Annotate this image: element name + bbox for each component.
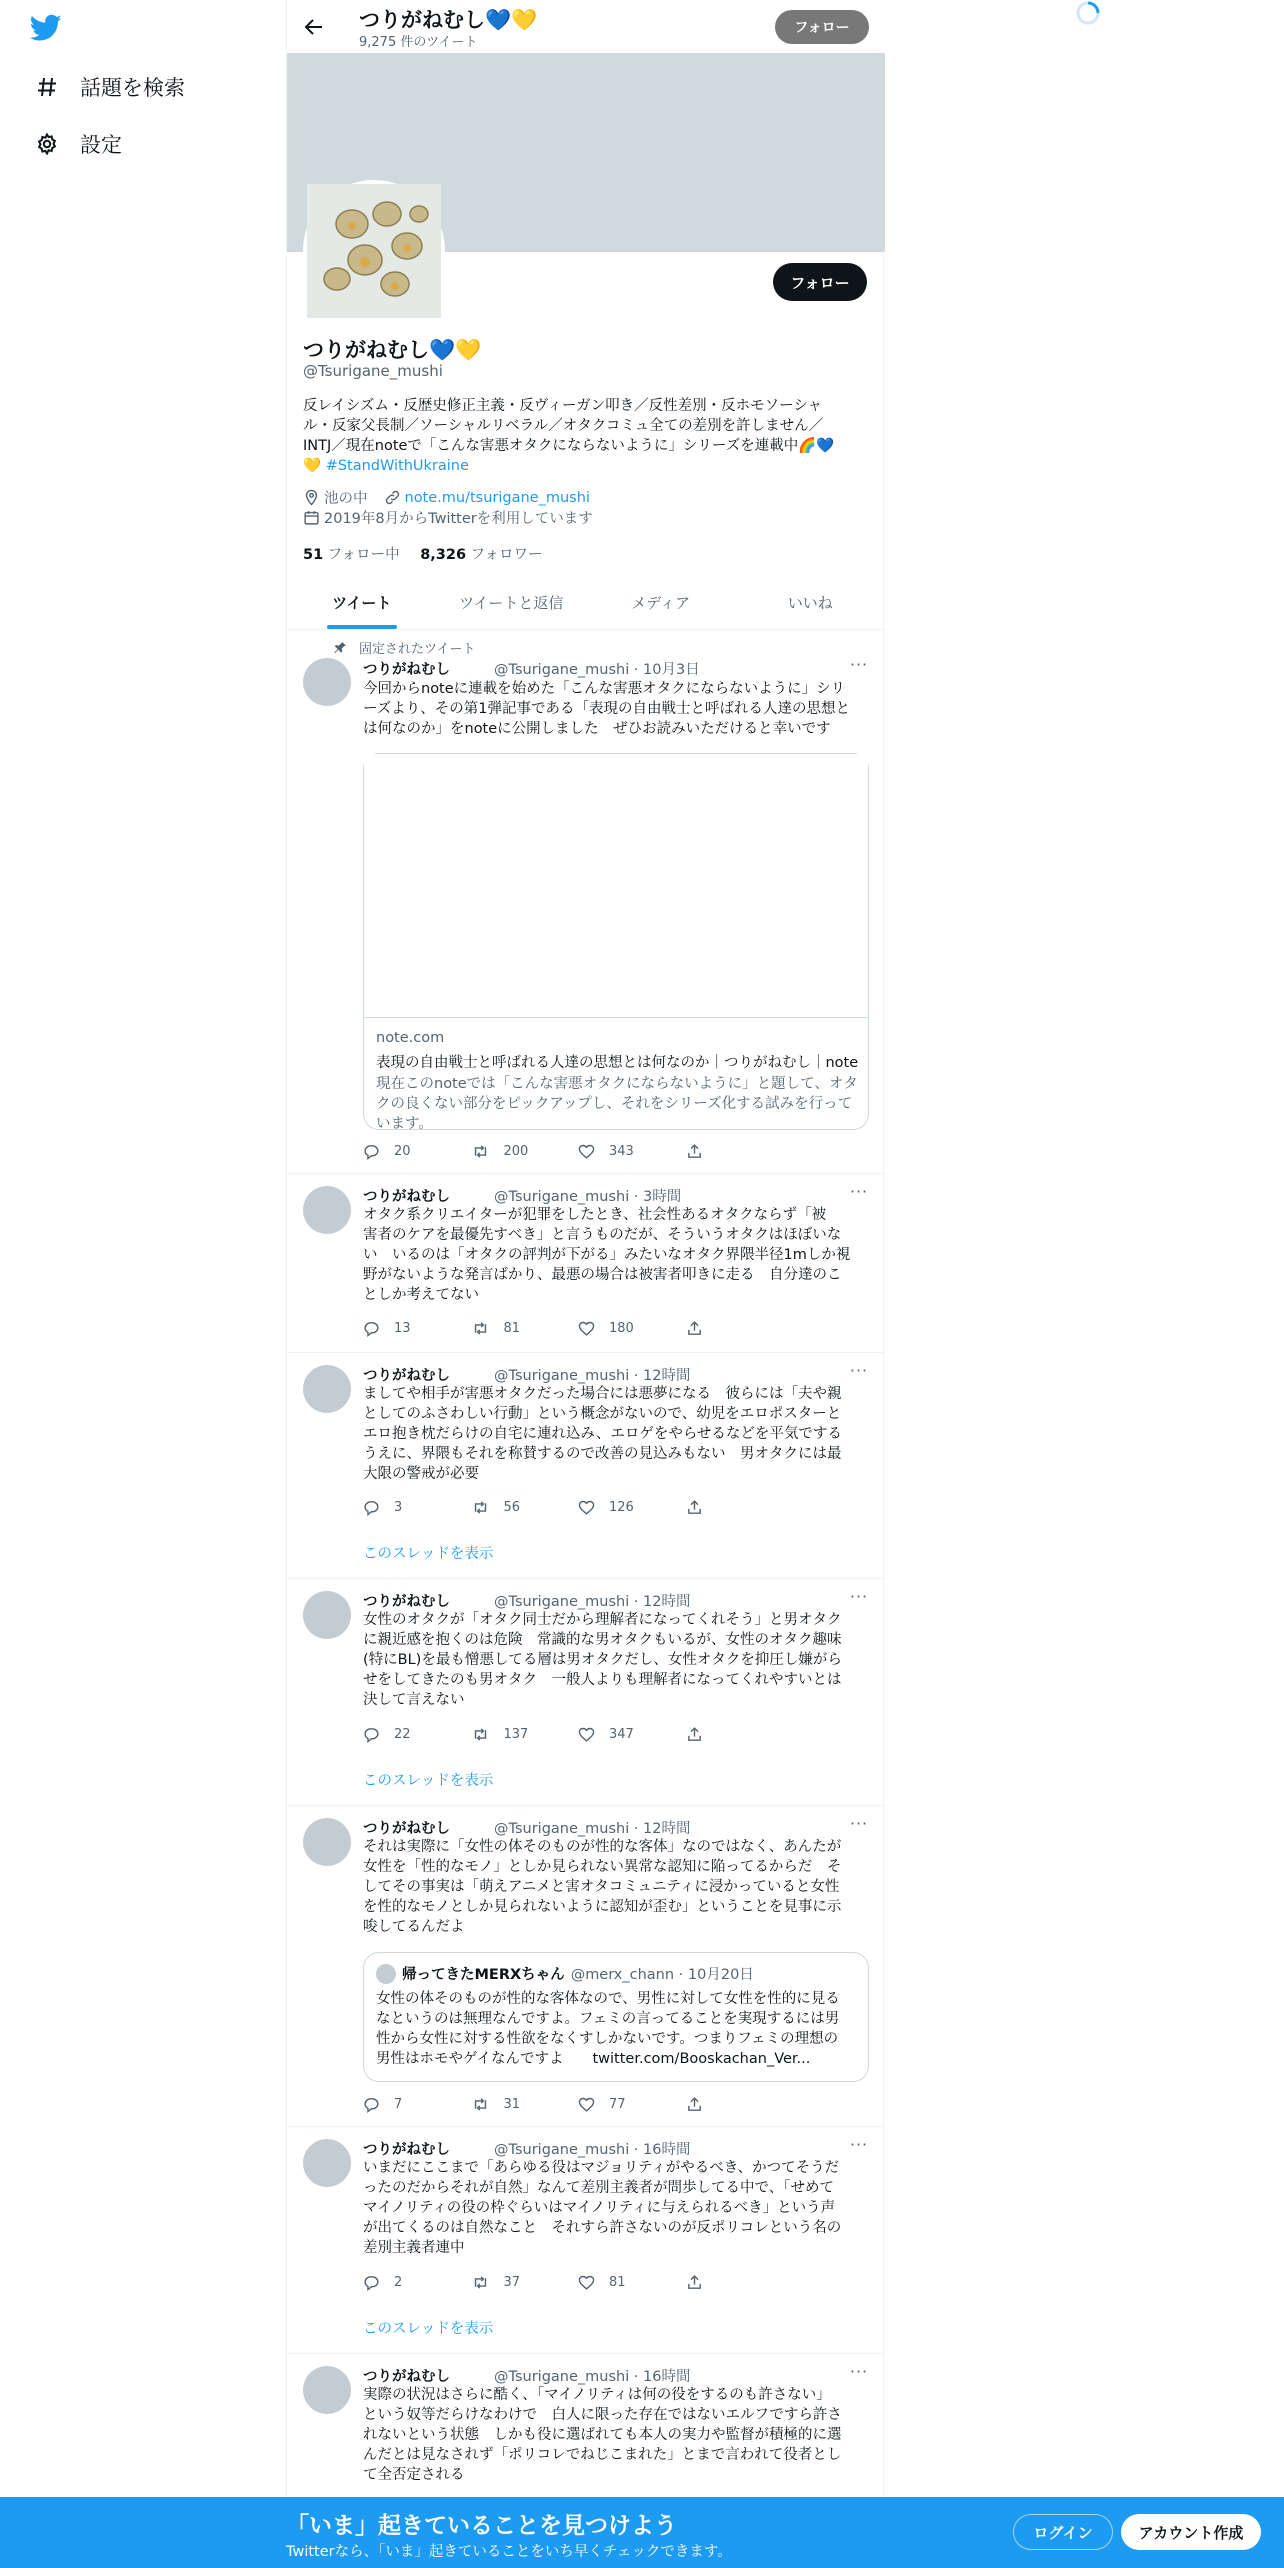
retweet-button[interactable]: [471, 1496, 579, 1518]
profile-joined-text: 2019年8月からTwitterを利用しています: [324, 511, 593, 527]
tweet-text-line: せをしてきたのも男オタク 一般人よりも理解者になってくれやすいとは: [363, 1672, 842, 1688]
followers-label: フォロワー: [470, 547, 543, 563]
pin-icon: [333, 641, 347, 655]
retweet-icon: [471, 1320, 490, 1337]
reply-count: 2: [394, 2274, 403, 2290]
tweet-author-name[interactable]: つりがねむし: [363, 1188, 450, 1205]
tweet-text: [363, 1205, 869, 1305]
reply-count: 13: [394, 1320, 411, 1336]
tweet-text-line: うえに、界隈もそれを称賛するので改善の見込みもない 男オタクには最: [363, 1446, 842, 1462]
followers-count: 8,326: [420, 547, 467, 563]
tweet-text-line: 野がないような発言ばかり、最悪の場合は被害者叩きに走る 自分達のこ: [363, 1267, 842, 1283]
retweet-button[interactable]: [471, 2271, 579, 2293]
retweet-count: 81: [503, 1320, 521, 1336]
profile-column: [286, 0, 884, 2568]
tweet-actions: [363, 1140, 793, 1162]
more-icon[interactable]: ···: [849, 1587, 869, 1606]
like-button[interactable]: [578, 2093, 686, 2115]
like-button[interactable]: [578, 1317, 686, 1339]
reply-button[interactable]: [363, 1496, 471, 1518]
tweet-header: [363, 1590, 691, 1610]
like-count: 81: [609, 2274, 626, 2290]
tweet[interactable]: [287, 2127, 885, 2354]
more-icon[interactable]: ···: [849, 2135, 869, 2154]
tweet-pinned[interactable]: [287, 630, 885, 1174]
show-thread-link[interactable]: このスレッドを表示: [363, 2321, 494, 2337]
share-icon: [686, 1143, 703, 1160]
bio-hashtag-link[interactable]: #StandWithUkraine: [325, 458, 469, 474]
tweet-text-line: としてのふさわしい行動」という概念がないので、幼児をエロポスターと: [363, 1406, 842, 1422]
quote-author-name: 帰ってきたMERXちゃん: [402, 1967, 565, 1983]
quote-text-line: 男性はホモやゲイなんですよ twitter.com/Booskachan_Ver...: [376, 2051, 811, 2067]
tweet[interactable]: [287, 1806, 885, 2127]
retweet-button[interactable]: [471, 1723, 579, 1745]
tweet-header: [363, 1185, 681, 1205]
retweet-button[interactable]: [471, 2093, 579, 2115]
calendar-icon: [303, 509, 320, 526]
share-button[interactable]: [686, 2093, 794, 2115]
profile-follow-counts: [303, 543, 542, 564]
quote-text-line: なというのは無理なんですよ。フェミの言ってることを実現するには男: [376, 2011, 840, 2027]
tweet-text-line: 害者のケアを最優先すべき」と言うものだが、そういうオタクはほぼいな: [363, 1227, 842, 1243]
tweet-text-line: それは実際に「女性の体そのものが性的な客体」なのではなく、あんたが: [363, 1839, 842, 1855]
retweet-icon: [471, 1143, 490, 1160]
tab-likes[interactable]: いいね: [787, 594, 833, 612]
heart-icon: [578, 1143, 595, 1160]
profile-tabs: [287, 576, 885, 630]
tweet-text-line: い いるのは「オタクの評判が下がる」みたいなオタク界隈半径1mしか視: [363, 1247, 851, 1263]
share-icon: [686, 1320, 703, 1337]
tweet-text-line: いまだにここまで「あらゆる役はマジョリティがやるべき、かつてそうだ: [363, 2160, 840, 2176]
more-icon[interactable]: ···: [849, 1814, 869, 1833]
tweet-text-line: マイノリティの役の枠ぐらいはマイノリティに与えられるべき」という声: [363, 2200, 836, 2216]
tweet-header: [363, 1364, 691, 1384]
heart-icon: [578, 2274, 595, 2291]
like-button[interactable]: [578, 1140, 686, 1162]
heart-icon: [578, 1320, 595, 1337]
profile-handle: @Tsurigane_mushi: [303, 362, 443, 380]
link-icon: [384, 489, 401, 506]
reply-icon: [363, 2096, 380, 2113]
retweet-button[interactable]: [471, 1317, 579, 1339]
tweet-avatar[interactable]: [303, 658, 351, 706]
tweet-text: [363, 1610, 869, 1710]
share-button[interactable]: [686, 1496, 794, 1518]
tweet-meta: @Tsurigane_mushi · 12時間: [494, 1820, 691, 1837]
profile-bio: [303, 396, 869, 476]
bio-line: 💛: [303, 458, 326, 474]
header-follow-button[interactable]: フォロー: [775, 10, 869, 44]
profile-avatar[interactable]: [303, 180, 445, 322]
following-label: フォロー中: [327, 547, 400, 563]
nav-explore[interactable]: [34, 67, 185, 107]
tweet-author-name[interactable]: つりがねむし: [363, 1593, 450, 1610]
quote-avatar: [376, 1964, 396, 1984]
tweet-text: [363, 1384, 869, 1484]
bio-line: 反レイシズム・反歴史修正主義・反ヴィーガン叩き／反性差別・反ホモソーシャ: [303, 398, 823, 414]
show-thread-link[interactable]: このスレッドを表示: [363, 1773, 494, 1789]
tweet-text-line: 大限の警戒が必要: [363, 1466, 479, 1482]
tweet-header: [363, 1817, 691, 1837]
like-count: 77: [609, 2096, 626, 2112]
tweet-meta: @Tsurigane_mushi · 12時間: [494, 1593, 691, 1610]
tweet-text-line: としか考えてない: [363, 1287, 479, 1303]
quote-text: [376, 1989, 858, 2069]
tweet[interactable]: [287, 1353, 885, 1579]
reply-count: 7: [394, 2096, 403, 2112]
reply-button[interactable]: [363, 1317, 471, 1339]
tweet-text-line: は何なのか」をnoteに公開しました ぜひお読みいただけると幸いです: [363, 721, 831, 737]
profile-header-bar: [287, 0, 885, 53]
tweet-text: [363, 2158, 869, 2258]
tweet-text-line: れないという状態 しかも役に選ばれても本人の実力や監督が積極的に選: [363, 2427, 842, 2443]
nav-explore-label: 話題を検索: [80, 76, 185, 100]
tweet-text: [363, 1837, 869, 1937]
reply-icon: [363, 1726, 380, 1743]
location-icon: [303, 489, 320, 506]
tweet-header: [363, 658, 700, 678]
tweet-text-line: エロ抱き枕だらけの自宅に連れ込み、エロゲをやらせるなどを平気でする: [363, 1426, 842, 1442]
tweet-avatar[interactable]: [303, 2366, 351, 2414]
signup-banner: [0, 2497, 1284, 2568]
tweet-text-line: ったのだからそれが自然」なんて差別主義者が問歩してる中で、「せめて: [363, 2180, 834, 2196]
tweet-text-line: て全否定される: [363, 2467, 465, 2483]
retweet-count: 56: [503, 1499, 521, 1515]
like-count: 343: [609, 1143, 634, 1159]
retweet-button[interactable]: [471, 1140, 579, 1162]
signup-banner-title: 「いま」起きていることを見つけよう: [286, 2513, 677, 2539]
quote-tweet[interactable]: [363, 1952, 869, 2082]
more-icon[interactable]: ···: [849, 1182, 869, 1201]
tweet-avatar[interactable]: [303, 2139, 351, 2187]
retweet-count: 137: [503, 1726, 529, 1742]
reply-icon: [363, 1320, 380, 1337]
retweet-icon: [471, 1499, 490, 1516]
tweet-text-line: という奴等だらけなわけで 白人に限った存在ではないエルフですら許さ: [363, 2407, 842, 2423]
profile-meta: [303, 487, 590, 508]
follow-button[interactable]: フォロー: [773, 263, 867, 301]
like-count: 126: [609, 1499, 634, 1515]
profile-name: つりがねむし💙💛: [303, 338, 482, 362]
tweet-text-line: 唆してるんだよ: [363, 1919, 465, 1935]
heart-icon: [578, 1499, 595, 1516]
retweet-count: 200: [503, 1143, 529, 1159]
quote-meta: @merx_chann · 10月20日: [570, 1967, 754, 1983]
retweet-icon: [471, 1726, 490, 1743]
tweet-text-line: んだとは見なされず「ポリコレでねじこまれた」とまで言われて役者とし: [363, 2447, 842, 2463]
link-card-image: [364, 754, 868, 1018]
nav-settings[interactable]: [34, 124, 122, 164]
tweet-text-line: (特にBL)を最も憎悪してる層は男オタクだし、女性オタクを抑圧し嫌がら: [363, 1652, 842, 1668]
like-count: 347: [609, 1726, 634, 1742]
tweet-header: [363, 2365, 691, 2385]
link-card-domain: note.com: [376, 1030, 445, 1046]
retweet-count: 37: [503, 2274, 521, 2290]
hashtag-icon: [34, 74, 60, 100]
link-card[interactable]: [363, 753, 869, 1130]
reply-button[interactable]: [363, 2093, 471, 2115]
like-count: 180: [609, 1320, 634, 1336]
tweet[interactable]: [287, 1579, 885, 1806]
show-thread-link[interactable]: このスレッドを表示: [363, 1546, 494, 1562]
retweet-icon: [471, 2096, 490, 2113]
like-button[interactable]: [578, 1723, 686, 1745]
share-icon: [686, 1499, 703, 1516]
retweet-count: 31: [503, 2096, 521, 2112]
tweet-text-line: 今回からnoteに連載を始めた「こんな害悪オタクにならないように」シリ: [363, 681, 846, 697]
signup-button[interactable]: アカウント作成: [1121, 2514, 1261, 2550]
bio-line: INTJ／現在noteで「こんな害悪オタクにならないように」シリーズを連載中🌈💙: [303, 438, 835, 454]
tweet-text-line: が出てくるのは自然なこと それすら許さないのが反ポリコレという名の: [363, 2220, 842, 2236]
reply-count: 20: [394, 1143, 411, 1159]
reply-button[interactable]: [363, 1140, 471, 1162]
reply-button[interactable]: [363, 1723, 471, 1745]
tweet-text-line: 女性を「性的なモノ」としか見られない異常な認知に陥ってるからだ そ: [363, 1859, 842, 1875]
tweet-text-line: してその事実は「萌えアニメと害オタコミュニティに浸かっていると女性: [363, 1879, 840, 1895]
quote-text-line: 性から女性に対する性欲をなくすしかないです。つまりフェミの理想の: [376, 2031, 839, 2047]
reply-button[interactable]: [363, 2271, 471, 2293]
tweet-text-line: に親近感を抱くのは危険 常識的な男オタクもいるが、女性のオタク趣味: [363, 1632, 842, 1648]
pinned-label: [333, 638, 475, 657]
quote-header: [376, 1963, 754, 1984]
tweet-meta: @Tsurigane_mushi · 3時間: [494, 1188, 682, 1205]
tweet-text-line: 女性のオタクが「オタク同士だから理解者になってくれそう」と男オタク: [363, 1612, 842, 1628]
more-icon[interactable]: ···: [849, 1361, 869, 1380]
left-nav: [0, 0, 286, 2568]
tweet-author-name[interactable]: つりがねむし: [363, 1367, 450, 1384]
tweet-text-line: オタク系クリエイターが犯罪をしたとき、社会性あるオタクならず「被: [363, 1207, 827, 1223]
profile-link[interactable]: note.mu/tsurigane_mushi: [404, 489, 590, 506]
tweet-text-line: ーズより、その第1弾記事である「表現の自由戦士と呼ばれる人達の思想と: [363, 701, 850, 717]
tweet-text: [363, 679, 869, 739]
profile-location: 池の中: [324, 491, 368, 507]
tweet-avatar[interactable]: [303, 1365, 351, 1413]
heart-icon: [578, 1726, 595, 1743]
back-arrow-icon[interactable]: [299, 12, 329, 42]
tweet-meta: @Tsurigane_mushi · 10月3日: [494, 661, 700, 678]
tweet-author-name[interactable]: つりがねむし: [363, 2368, 450, 2385]
like-button[interactable]: [578, 2271, 686, 2293]
tweet-avatar[interactable]: [303, 1186, 351, 1234]
more-icon[interactable]: ···: [849, 2362, 869, 2381]
heart-icon: [578, 2096, 595, 2113]
tweet-actions: [363, 1496, 793, 1518]
tab-tweets-replies[interactable]: ツイートと返信: [459, 594, 564, 612]
nav-settings-label: 設定: [80, 133, 122, 157]
share-icon: [686, 2096, 703, 2113]
tweet-text-line: 差別主義者連中: [363, 2240, 465, 2256]
like-button[interactable]: [578, 1496, 686, 1518]
header-tweet-count: 9,275 件のツイート: [359, 35, 478, 50]
tweet-text-line: 実際の状況はさらに酷く、「マイノリティは何の役をするのも許さない」: [363, 2387, 831, 2403]
share-button[interactable]: [686, 2271, 794, 2293]
tweet[interactable]: [287, 1174, 885, 1353]
retweet-icon: [471, 2274, 490, 2291]
tweet-actions: [363, 1317, 793, 1339]
reply-icon: [363, 1499, 380, 1516]
share-icon: [686, 1726, 703, 1743]
tweet-avatar[interactable]: [303, 1818, 351, 1866]
tweet-author-name[interactable]: つりがねむし: [363, 2141, 450, 2158]
share-button[interactable]: [686, 1723, 794, 1745]
profile-joined: [303, 507, 593, 528]
reply-count: 3: [394, 1499, 403, 1515]
link-card-title: 表現の自由戦士と呼ばれる人達の思想とは何なのか｜つりがねむし｜note: [376, 1055, 859, 1071]
loading-spinner-icon: [1075, 0, 1101, 26]
tweet-header: [363, 2138, 691, 2158]
following-link[interactable]: [303, 547, 400, 563]
link-card-description: 現在このnoteでは「こんな害悪オタクにならないように」と題して、オタクの良くない部分をピックアップし、それをシリーズ化する試みを行っています。: [376, 1076, 858, 1132]
pinned-text: 固定されたツイート: [359, 642, 476, 657]
followers-link[interactable]: [420, 547, 542, 563]
tweet-meta: @Tsurigane_mushi · 16時間: [494, 2368, 691, 2385]
tab-tweets[interactable]: ツイート: [287, 576, 437, 629]
more-icon[interactable]: ···: [849, 655, 869, 674]
share-icon: [686, 2274, 703, 2291]
share-button[interactable]: [686, 1317, 794, 1339]
twitter-logo-icon[interactable]: [30, 14, 66, 44]
bio-line: ル・反家父長制／ソーシャルリベラル／オタクコミュ全ての差別を許しません／: [303, 418, 824, 434]
signup-banner-subtitle: Twitterなら、「いま」起きていることをいち早くチェックできます。: [286, 2544, 732, 2560]
following-count: 51: [303, 547, 324, 563]
tweet-meta: @Tsurigane_mushi · 12時間: [494, 1367, 691, 1384]
tweet-text-line: ましてや相手が害悪オタクだった場合には悪夢になる 彼らには「夫や親: [363, 1386, 842, 1402]
tweet-author-name[interactable]: つりがねむし: [363, 1820, 450, 1837]
quote-text-line: 女性の体そのものが性的な客体なので、男性に対して女性を性的に見る: [376, 1991, 840, 2007]
tweet-text-line: を性的なモノとしか見られないように認知が歪む」ということを見事に示: [363, 1899, 842, 1915]
tweet-meta: @Tsurigane_mushi · 16時間: [494, 2141, 691, 2158]
reply-icon: [363, 1143, 380, 1160]
tweet-text-line: 決して言えない: [363, 1692, 465, 1708]
tab-media[interactable]: メディア: [631, 594, 691, 612]
gear-icon: [34, 131, 60, 157]
share-button[interactable]: [686, 1140, 794, 1162]
reply-icon: [363, 2274, 380, 2291]
tweet-author-name[interactable]: つりがねむし: [363, 661, 450, 678]
reply-count: 22: [394, 1726, 411, 1742]
tweet-avatar[interactable]: [303, 1591, 351, 1639]
tweet-actions: [363, 2093, 793, 2115]
tweet-actions: [363, 1723, 793, 1745]
header-name: つりがねむし💙💛: [359, 8, 538, 32]
login-button[interactable]: ログイン: [1013, 2514, 1113, 2550]
tweet-text: [363, 2385, 869, 2485]
tweet-actions: [363, 2271, 793, 2293]
